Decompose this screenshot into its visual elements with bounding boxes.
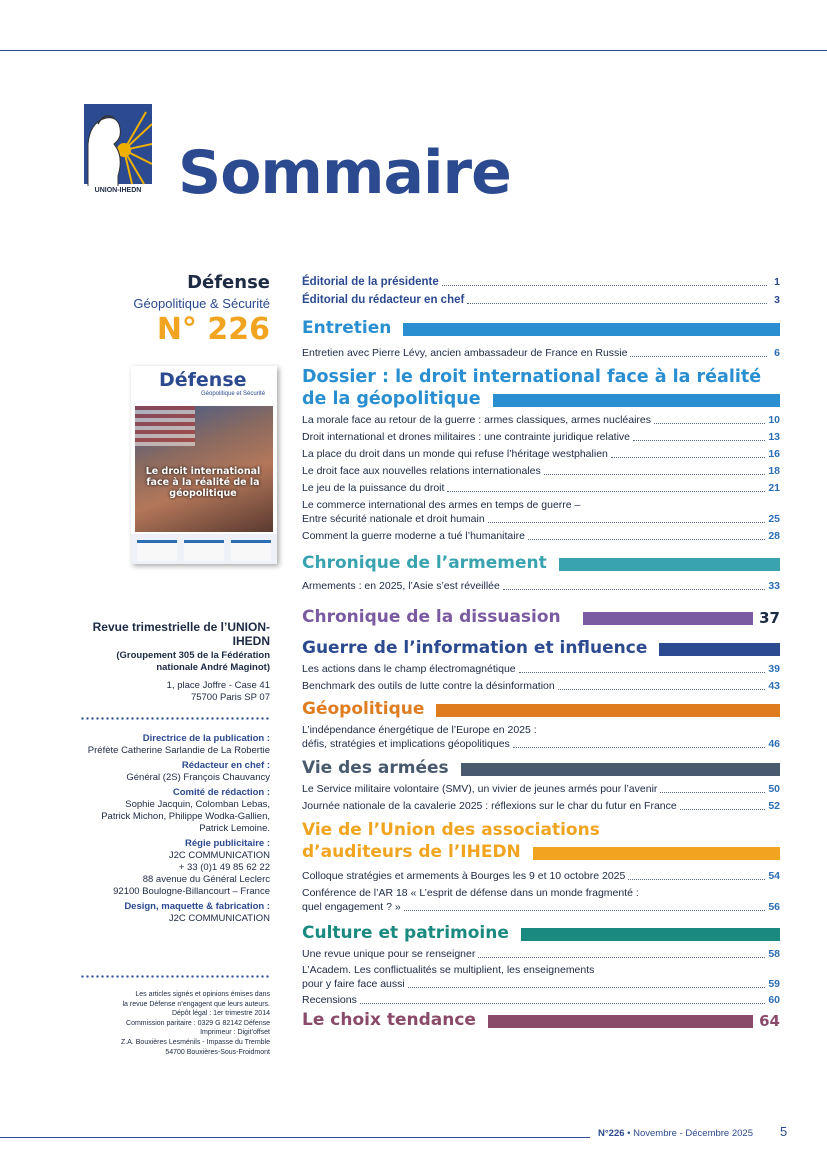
section-bar — [436, 704, 780, 717]
toc-entry[interactable] — [302, 529, 780, 543]
entry-title: Colloque stratégies et armements à Bourges les 9 et 10 octobre 2025 — [302, 870, 626, 882]
entry-title: Les actions dans le champ électromagnétique — [302, 663, 516, 675]
section-armees — [302, 757, 780, 779]
section-title: Guerre de l’information et influence — [302, 638, 648, 658]
entry-page: 56 — [768, 901, 780, 913]
entry-title-line: Conférence de l’AR 18 « L’esprit de défense dans un monde fragmenté : — [302, 887, 639, 899]
footer-rule — [0, 1137, 590, 1138]
section-dossier — [302, 366, 780, 410]
toc-entry[interactable] — [302, 679, 780, 693]
page-title: Sommaire — [178, 138, 511, 208]
credit-label: Régie publicitaire : — [185, 838, 270, 849]
entry-title-line: L’indépendance énergétique de l’Europe en 2025 : — [302, 724, 537, 736]
credit-line: + 33 (0)1 49 85 62 22 — [178, 862, 270, 873]
entry-page: 10 — [768, 414, 780, 426]
entry-title: Le jeu de la puissance du droit — [302, 482, 445, 494]
dot-leader — [519, 672, 766, 673]
section-page: 64 — [759, 1012, 780, 1030]
section-title: Chronique de la dissuasion — [302, 607, 561, 627]
entry-page: 60 — [768, 994, 780, 1006]
cover-box — [231, 540, 271, 561]
section-bar — [533, 847, 780, 860]
toc-entry[interactable] — [302, 782, 780, 796]
cover-caption: Le droit international face à la réalité de la géopolitique — [145, 466, 261, 499]
entry-page: 21 — [768, 482, 780, 494]
section-title: d’auditeurs de l’IHEDN — [302, 842, 521, 862]
entry-title: Entre sécurité nationale et droit humain — [302, 513, 485, 525]
legal-line: Z.A. Bouxières Lesménils - Impasse du Tremble — [120, 1038, 270, 1046]
toc-entry[interactable] — [302, 900, 780, 914]
entry-page: 43 — [768, 680, 780, 692]
legal-line: 54700 Bouxières-Sous-Froidmont — [165, 1048, 270, 1056]
credit-label: Rédacteur en chef : — [181, 760, 270, 771]
section-title: Géopolitique — [302, 699, 425, 719]
legal-line: Dépôt légal : 1er trimestre 2014 — [171, 1010, 270, 1018]
dot-leader — [442, 285, 767, 286]
entry-page: 6 — [774, 347, 780, 359]
entry-title: La place du droit dans un monde qui refuse l’héritage westphalien — [302, 448, 608, 460]
revue-address — [80, 680, 270, 704]
entry-title: La morale face au retour de la guerre : armes classiques, armes nucléaires — [302, 414, 652, 426]
dot-leader — [633, 440, 765, 441]
entry-title: Droit international et drones militaires : une contrainte juridique relative — [302, 431, 631, 443]
credit-line: Général (2S) François Chauvancy — [126, 772, 270, 783]
address-line: 75700 Paris SP 07 — [190, 692, 270, 703]
entry-page: 18 — [768, 465, 780, 477]
credit-label: Comité de rédaction : — [172, 787, 270, 798]
dot-leader — [467, 303, 767, 304]
entry-title: Comment la guerre moderne a tué l’humanitaire — [302, 530, 525, 542]
credit-line: 88 avenue du Général Leclerc — [142, 874, 270, 885]
entry-title: Recensions — [302, 994, 357, 1006]
cover-title: Défense — [159, 369, 247, 391]
section-bar — [493, 394, 780, 407]
dot-leader — [654, 423, 765, 424]
credit-line: Patrick Michon, Philippe Wodka-Gallien, — [101, 811, 270, 822]
union-ihedn-logo — [84, 104, 152, 198]
toc-entry[interactable] — [302, 447, 780, 461]
section-bar — [521, 928, 780, 941]
toc-entry[interactable] — [302, 993, 780, 1007]
dot-leader — [680, 809, 766, 810]
section-title: de la géopolitique — [302, 389, 481, 409]
section-bar — [403, 323, 780, 336]
dot-leader — [513, 747, 766, 748]
revue-group: (Groupement 305 de la Fédération nationale André Maginot) — [116, 650, 270, 673]
section-geopolitique — [302, 698, 780, 720]
dot-leader — [558, 689, 766, 690]
section-title: Entretien — [302, 318, 392, 338]
dot-leader — [544, 474, 766, 475]
entry-title-line: L’Academ. Les conflictualités se multiplient, les enseignements — [302, 964, 595, 976]
credit-line: Patrick Lemoine. — [199, 823, 270, 834]
toc-entry[interactable] — [302, 293, 780, 307]
legal-line: Commission paritaire : 0329 G 82142 Défense — [126, 1019, 270, 1027]
dotted-separator — [80, 717, 270, 720]
section-information — [302, 637, 780, 659]
dot-leader — [408, 987, 766, 988]
section-bar — [659, 643, 780, 656]
toc-entry[interactable] — [302, 275, 780, 289]
entry-page: 39 — [768, 663, 780, 675]
credit-line: J2C COMMUNICATION — [168, 913, 270, 924]
dot-leader — [528, 539, 765, 540]
credit-line: 92100 Boulogne-Billancourt – France — [113, 886, 270, 897]
entry-page: 13 — [768, 431, 780, 443]
toc-entry[interactable] — [302, 662, 780, 676]
page-number: 5 — [780, 1124, 788, 1139]
entry-page: 59 — [768, 978, 780, 990]
dot-leader — [611, 457, 765, 458]
entry-title: Une revue unique pour se renseigner — [302, 948, 476, 960]
section-dissuasion[interactable] — [302, 606, 780, 628]
credit-line: J2C COMMUNICATION — [168, 850, 270, 861]
entry-title: Benchmark des outils de lutte contre la désinformation — [302, 680, 555, 692]
entry-page: 25 — [768, 513, 780, 525]
legal-line: Imprimeur : Digit’offset — [200, 1029, 270, 1037]
toc-entry[interactable] — [302, 346, 780, 360]
legal-line: Les articles signés et opinions émises dans — [135, 991, 270, 998]
dot-leader — [404, 910, 766, 911]
section-title: Vie des armées — [302, 758, 449, 778]
entry-page: 54 — [768, 870, 780, 882]
entry-title: Éditorial de la présidente — [302, 276, 439, 288]
section-title: Dossier : le droit international face à la réalité — [302, 367, 762, 387]
entry-title: Le Service militaire volontaire (SMV), un vivier de jeunes armés pour l’avenir — [302, 783, 658, 795]
entry-title-line: Le commerce international des armes en temps de guerre – — [302, 499, 581, 511]
dot-leader — [630, 356, 767, 357]
section-bar — [461, 763, 780, 776]
entry-title: pour y faire face aussi — [302, 978, 405, 990]
footer-date: • Novembre - Décembre 2025 — [627, 1128, 753, 1139]
section-page: 37 — [759, 609, 780, 627]
toc-entry[interactable] — [302, 869, 780, 883]
section-entretien — [302, 317, 780, 339]
entry-page: 52 — [768, 800, 780, 812]
cover-subtitle: Géopolitique et Sécurité — [201, 391, 266, 397]
toc-entry[interactable] — [302, 512, 780, 526]
magazine-subtitle: Géopolitique & Sécurité — [133, 296, 270, 311]
dot-leader — [360, 1003, 765, 1004]
entry-title: Armements : en 2025, l’Asie s’est réveillée — [302, 580, 500, 592]
magazine-cover — [131, 366, 277, 564]
section-title: Le choix tendance — [302, 1010, 476, 1030]
section-title: Vie de l’Union des associations — [302, 820, 600, 840]
section-bar — [583, 612, 753, 625]
entry-title: défis, stratégies et implications géopolitiques — [302, 738, 510, 750]
section-culture — [302, 922, 780, 944]
dot-leader — [488, 522, 766, 523]
toc-entry[interactable] — [302, 430, 780, 444]
dot-leader — [447, 491, 765, 492]
entry-page: 16 — [768, 448, 780, 460]
section-title: Culture et patrimoine — [302, 923, 509, 943]
toc-entry[interactable] — [302, 464, 780, 478]
credit-line: Sophie Jacquin, Colomban Lebas, — [125, 799, 270, 810]
dot-leader — [660, 792, 765, 793]
footer-issue — [598, 1128, 753, 1139]
footer-number: N°226 — [598, 1128, 625, 1139]
toc-entry[interactable] — [302, 579, 780, 593]
toc-entry[interactable] — [302, 737, 780, 751]
section-armement — [302, 552, 780, 574]
section-union — [302, 819, 780, 863]
entry-title: Le droit face aux nouvelles relations internationales — [302, 465, 541, 477]
entry-title: Entretien avec Pierre Lévy, ancien ambassadeur de France en Russie — [302, 347, 628, 359]
entry-page: 1 — [774, 276, 780, 288]
dot-leader — [503, 589, 765, 590]
section-tendance[interactable] — [302, 1009, 780, 1031]
toc-entry[interactable] — [302, 947, 780, 961]
credit-label: Design, maquette & fabrication : — [124, 901, 270, 912]
magazine-name: Défense — [187, 272, 270, 293]
credit-label: Directrice de la publication : — [142, 733, 270, 744]
revue-title: Revue trimestrielle de l’UNION-IHEDN — [92, 620, 270, 648]
entry-page: 46 — [768, 738, 780, 750]
toc-entry[interactable] — [302, 481, 780, 495]
logo-text: UNION-IHEDN — [94, 187, 142, 194]
toc-entry[interactable] — [302, 799, 780, 813]
table-of-contents — [302, 275, 780, 1031]
dot-leader — [478, 957, 765, 958]
cover-box — [137, 540, 177, 561]
credits — [80, 730, 270, 925]
toc-entry[interactable] — [302, 977, 780, 991]
address-line: 1, place Joffre - Case 41 — [166, 680, 270, 691]
entry-title: Éditorial du rédacteur en chef — [302, 294, 465, 306]
entry-page: 28 — [768, 530, 780, 542]
section-title: Chronique de l’armement — [302, 553, 547, 573]
entry-title: Journée nationale de la cavalerie 2025 : réflexions sur le char du futur en France — [302, 800, 677, 812]
toc-entry[interactable] — [302, 413, 780, 427]
dot-leader — [628, 879, 765, 880]
top-rule — [0, 50, 827, 51]
dotted-separator — [80, 975, 270, 978]
entry-page: 3 — [774, 294, 780, 306]
cover-box — [184, 540, 224, 561]
issue-number: N° 226 — [156, 312, 270, 347]
entry-page: 33 — [768, 580, 780, 592]
section-bar — [559, 558, 780, 571]
legal-notice — [80, 990, 270, 1057]
credit-line: Préfète Catherine Sarlandie de La Robertie — [87, 745, 270, 756]
entry-page: 58 — [768, 948, 780, 960]
section-bar — [488, 1015, 753, 1028]
legal-line: la revue Défense n’engagent que leurs auteurs. — [122, 1000, 270, 1008]
entry-page: 50 — [768, 783, 780, 795]
entry-title: quel engagement ? » — [302, 901, 401, 913]
